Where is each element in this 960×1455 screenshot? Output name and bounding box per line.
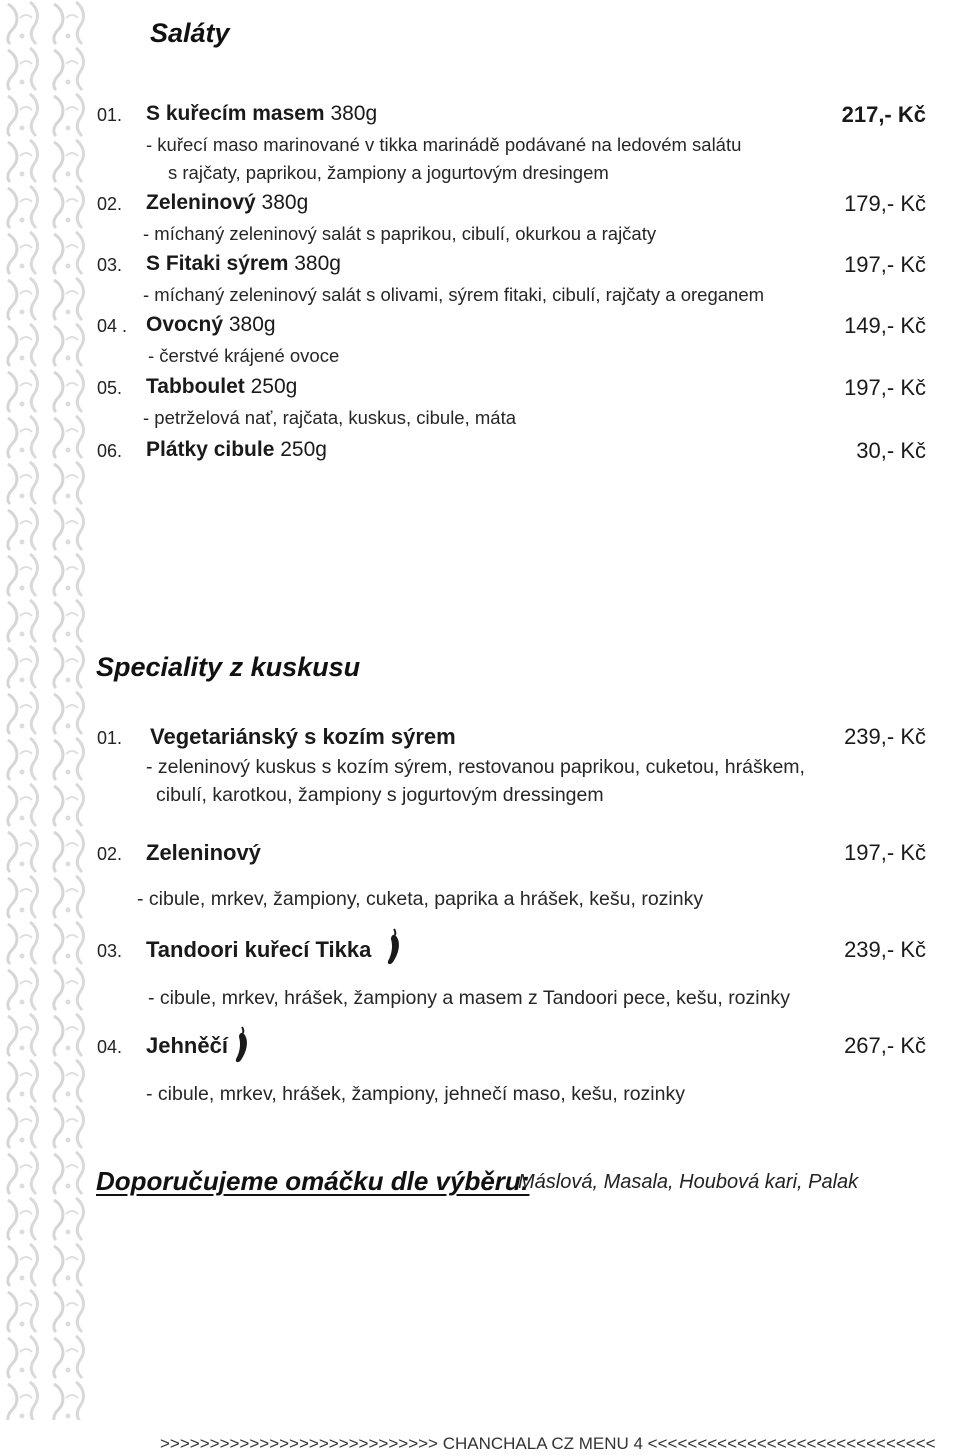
couscous-item-name: Zeleninový bbox=[146, 840, 261, 865]
salad-description: - petrželová nať, rajčata, kuskus, cibule, máta bbox=[143, 407, 516, 428]
salad-description: - kuřecí maso marinované v tikka marinádě podávané na ledovém salátu bbox=[146, 134, 742, 155]
couscous-number: 04. bbox=[97, 1037, 123, 1057]
page-footer: >>>>>>>>>>>>>>>>>>>>>>>>>>>> CHANCHALA CZ MENU 4 <<<<<<<<<<<<<<<<<<<<<<<<<<<<< bbox=[160, 1434, 936, 1453]
couscous-description: cibulí, karotkou, žampiony s jogurtovým dressingem bbox=[156, 784, 604, 806]
salad-price: 217,- Kč bbox=[841, 102, 926, 127]
couscous-description: - cibule, mrkev, žampiony, cuketa, paprika a hrášek, kešu, rozinky bbox=[137, 888, 704, 910]
chili-pepper-icon bbox=[384, 928, 402, 966]
salad-price: 149,- Kč bbox=[844, 313, 926, 338]
couscous-number: 02. bbox=[97, 844, 123, 864]
salad-item-name: Ovocný 380g bbox=[146, 313, 276, 336]
salad-description: - čerstvé krájené ovoce bbox=[148, 345, 340, 366]
salad-price: 197,- Kč bbox=[844, 252, 926, 277]
sauce-list: Máslová, Masala, Houbová kari, Palak bbox=[518, 1171, 859, 1193]
couscous-item-name: Vegetariánský s kozím sýrem bbox=[150, 724, 456, 749]
couscous-price: 267,- Kč bbox=[844, 1033, 926, 1058]
salad-description: - míchaný zeleninový salát s paprikou, cibulí, okurkou a rajčaty bbox=[143, 223, 657, 244]
salad-number: 01. bbox=[97, 105, 123, 125]
salad-number: 05. bbox=[97, 378, 123, 398]
couscous-price: 239,- Kč bbox=[844, 937, 926, 962]
salad-item-name: S kuřecím masem 380g bbox=[146, 102, 378, 125]
couscous-heading: Speciality z kuskusu bbox=[96, 652, 361, 682]
salad-price: 179,- Kč bbox=[844, 191, 926, 216]
chili-pepper-icon bbox=[232, 1026, 250, 1064]
salad-number: 03. bbox=[97, 255, 123, 275]
sauce-heading: Doporučujeme omáčku dle výběru: bbox=[96, 1166, 530, 1196]
couscous-item-name: Jehněčí bbox=[146, 1033, 228, 1058]
salad-number: 06. bbox=[97, 441, 123, 461]
salad-description: - míchaný zeleninový salát s olivami, sýrem fitaki, cibulí, rajčaty a oreganem bbox=[143, 284, 765, 305]
salad-item-name: Plátky cibule 250g bbox=[146, 438, 327, 461]
couscous-price: 197,- Kč bbox=[844, 840, 926, 865]
salad-item-name: S Fitaki sýrem 380g bbox=[146, 252, 341, 275]
couscous-description: - zeleninový kuskus s kozím sýrem, restovanou paprikou, cuketou, hráškem, bbox=[146, 756, 805, 778]
salad-item-name: Zeleninový 380g bbox=[146, 191, 309, 214]
salad-description: s rajčaty, paprikou, žampiony a jogurtovým dresingem bbox=[168, 162, 609, 183]
salad-item-name: Tabboulet 250g bbox=[146, 375, 298, 398]
couscous-number: 01. bbox=[97, 728, 123, 748]
salad-price: 30,- Kč bbox=[856, 438, 926, 463]
salad-number: 04 . bbox=[97, 316, 128, 336]
salad-price: 197,- Kč bbox=[844, 375, 926, 400]
couscous-item-name: Tandoori kuřecí Tikka bbox=[146, 937, 372, 962]
salad-number: 02. bbox=[97, 194, 123, 214]
couscous-description: - cibule, mrkev, hrášek, žampiony, jehnečí maso, kešu, rozinky bbox=[146, 1083, 685, 1105]
couscous-price: 239,- Kč bbox=[844, 724, 926, 749]
couscous-description: - cibule, mrkev, hrášek, žampiony a masem z Tandoori pece, kešu, rozinky bbox=[148, 987, 790, 1009]
ornamental-border bbox=[0, 0, 92, 1420]
salads-heading: Saláty bbox=[150, 18, 230, 48]
couscous-number: 03. bbox=[97, 941, 123, 961]
